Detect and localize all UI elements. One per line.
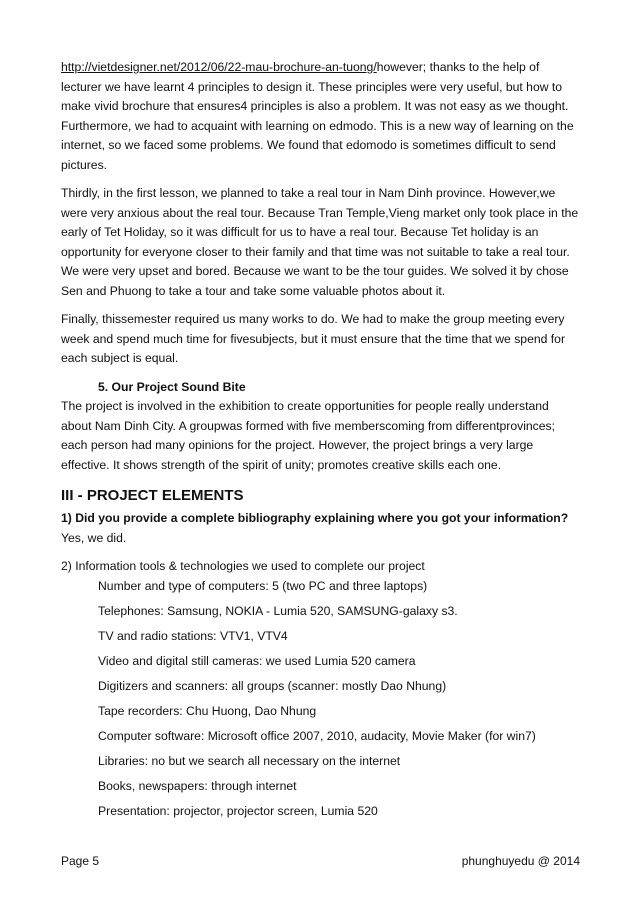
paragraph-brochure (61, 58, 581, 175)
list-item: Video and digital still cameras: we used Lumia 520 camera (98, 653, 416, 668)
tools-question: 2) Information tools & technologies we used to complete our project (61, 559, 425, 573)
list-item: Tape recorders: Chu Huong, Dao Nhung (98, 703, 317, 718)
page-number: Page 5 (61, 854, 100, 868)
page-footer (61, 853, 580, 869)
list-item: Number and type of computers: 5 (two PC and three laptops) (98, 578, 428, 593)
paragraph-real-tour: Thirdly, in the first lesson, we planned to take a real tour in Nam Dinh province. However,we were very anxious about the real tour. Because Tran Temple,Vieng market only took place in the early of Tet Holiday, so it was difficult for us to have a real tour. Because Tet holiday is an opportunity for everyone closer to their family and that time was not suitable to take a real tour. We were very upset and bored. Because we want to be the tour guides. We solved it by chose Sen and Phuong to take a tour and take some valuable photos about it. (61, 186, 579, 298)
paragraph-semester: Finally, thissemester required us many works to do. We had to make the group meeting every week and spend much time for fivesubjects, but it must ensure that the time that we spend for each subject is equal. (61, 312, 566, 365)
list-item: TV and radio stations: VTV1, VTV4 (98, 628, 288, 643)
tools-list (61, 577, 581, 821)
sound-bite-text: The project is involved in the exhibition to create opportunities for people really understand about Nam Dinh City. A groupwas formed with five memberscoming from differentprovinces; each person had many opinions for the project. However, the project brings a very large effective. It shows strength of the spirit of unity; promotes creative skills each one. (61, 399, 556, 472)
brochure-link[interactable]: http://vietdesigner.net/2012/06/22-mau-brochure-an-tuong/ (61, 60, 377, 74)
list-item: Digitizers and scanners: all groups (scanner: mostly Dao Nhung) (98, 678, 447, 693)
bibliography-answer: Yes, we did. (61, 530, 127, 545)
list-item: Books, newspapers: through internet (98, 778, 297, 793)
list-item: Libraries: no but we search all necessary on the internet (98, 753, 401, 768)
page-content (61, 58, 581, 827)
paragraph-brochure-text: however; thanks to the help of lecturer we have learnt 4 principles to design it. These principles were very useful, but how to make vivid brochure that ensures4 principles is also a problem. It was not easy as we thought. Furthermore, we had to acquaint with learning on edmodo. This is a new way of learning on the internet, so we faced some problems. We found that edomodo is sometimes difficult to send pictures. (61, 60, 574, 172)
bibliography-question: 1) Did you provide a complete bibliography explaining where you got your information? (61, 511, 569, 525)
footer-author: phunghuyedu @ 2014 (461, 854, 580, 868)
sound-bite-heading: 5. Our Project Sound Bite (98, 379, 246, 394)
list-item: Telephones: Samsung, NOKIA - Lumia 520, SAMSUNG-galaxy s3. (98, 603, 458, 618)
project-elements-title: III - PROJECT ELEMENTS (61, 487, 244, 504)
list-item: Computer software: Microsoft office 2007, 2010, audacity, Movie Maker (for win7) (98, 728, 536, 743)
list-item: Presentation: projector, projector screen, Lumia 520 (98, 803, 378, 818)
